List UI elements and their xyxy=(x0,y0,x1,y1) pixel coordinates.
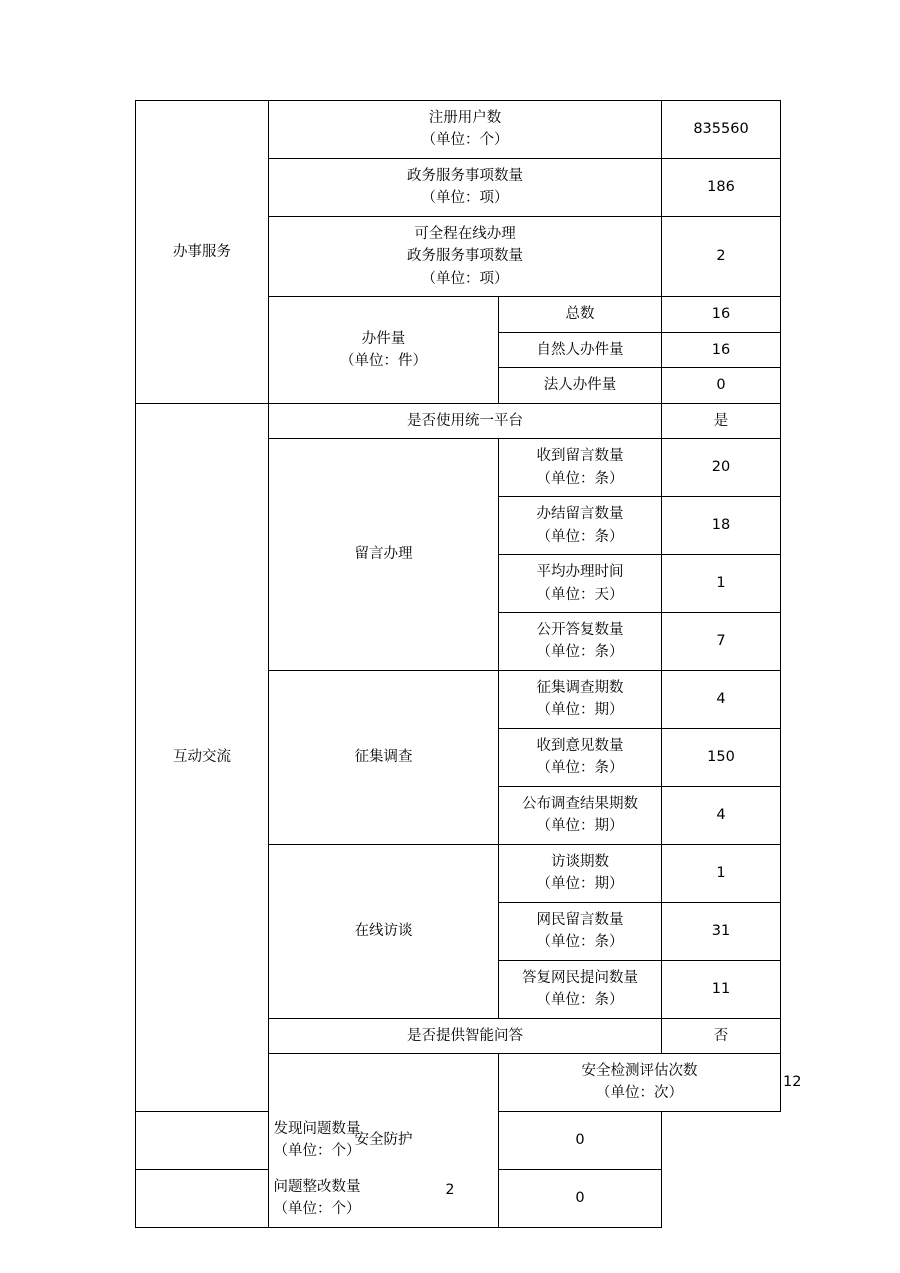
metric-sublabel-public-replies: 公开答复数量 （单位：条） xyxy=(499,612,662,670)
metric-value-opinions-received: 150 xyxy=(662,728,781,786)
metric-value-public-replies: 7 xyxy=(662,612,781,670)
metric-value-issues-found: 0 xyxy=(499,1111,662,1169)
metric-label-message-handling: 留言办理 xyxy=(269,439,499,671)
metric-value-netizen-messages: 31 xyxy=(662,902,781,960)
metric-label-registered-users: 注册用户数 （单位：个） xyxy=(269,101,662,159)
metric-label-full-online-service-items: 可全程在线办理 政务服务事项数量 （单位：项） xyxy=(269,216,662,296)
category-cell-security: 安全防护 xyxy=(269,1054,499,1228)
metric-value-messages-completed: 18 xyxy=(662,497,781,555)
table-row xyxy=(136,101,781,159)
metric-value-full-online-service-items: 2 xyxy=(662,216,781,296)
metric-value-smart-qa: 否 xyxy=(662,1018,781,1053)
metric-label-issues-found: 发现问题数量 （单位：个） xyxy=(136,1111,499,1169)
metric-label-handled-cases: 办件量 （单位：件） xyxy=(269,297,499,403)
metric-sublabel-netizen-replies: 答复网民提问数量 （单位：条） xyxy=(499,960,662,1018)
metric-sublabel-opinions-received: 收到意见数量 （单位：条） xyxy=(499,728,662,786)
table-row xyxy=(136,1111,781,1169)
table-row xyxy=(136,403,781,438)
metric-label-service-items: 政务服务事项数量 （单位：项） xyxy=(269,158,662,216)
metric-sublabel-individual-cases: 自然人办件量 xyxy=(499,332,662,367)
metric-value-average-handling-time: 1 xyxy=(662,555,781,613)
metric-sublabel-total-cases: 总数 xyxy=(499,297,662,332)
metric-sublabel-messages-completed: 办结留言数量 （单位：条） xyxy=(499,497,662,555)
government-website-statistics-table xyxy=(135,100,802,1228)
metric-value-service-items: 186 xyxy=(662,158,781,216)
metric-sublabel-published-results: 公布调查结果期数 （单位：期） xyxy=(499,786,662,844)
category-cell-interaction: 互动交流 xyxy=(136,403,269,1111)
metric-value-unified-platform: 是 xyxy=(662,403,781,438)
metric-value-netizen-replies: 11 xyxy=(662,960,781,1018)
metric-sublabel-survey-periods: 征集调查期数 （单位：期） xyxy=(499,670,662,728)
metric-label-survey-collection: 征集调查 xyxy=(269,670,499,844)
metric-value-issues-fixed: 0 xyxy=(499,1169,662,1227)
page-number: 2 xyxy=(445,1182,455,1198)
metric-value-individual-cases: 16 xyxy=(662,332,781,367)
metric-value-published-results: 4 xyxy=(662,786,781,844)
metric-value-total-cases: 16 xyxy=(662,297,781,332)
metric-label-unified-platform: 是否使用统一平台 xyxy=(269,403,662,438)
metric-label-online-interview: 在线访谈 xyxy=(269,844,499,1018)
metric-sublabel-interview-periods: 访谈期数 （单位：期） xyxy=(499,844,662,902)
metric-label-security-assessments: 安全检测评估次数 （单位：次） xyxy=(499,1054,781,1112)
metric-sublabel-average-handling-time: 平均办理时间 （单位：天） xyxy=(499,555,662,613)
table-row: 安全防护 安全检测评估次数 （单位：次） 12 xyxy=(136,1054,781,1112)
metric-label-issues-fixed: 问题整改数量 （单位：个） xyxy=(136,1169,499,1227)
metric-value-survey-periods: 4 xyxy=(662,670,781,728)
metric-value-messages-received: 20 xyxy=(662,439,781,497)
category-cell-service: 办事服务 xyxy=(136,101,269,404)
metric-value-legal-person-cases: 0 xyxy=(662,368,781,403)
metric-label-smart-qa: 是否提供智能问答 xyxy=(269,1018,662,1053)
metric-value-interview-periods: 1 xyxy=(662,844,781,902)
metric-sublabel-netizen-messages: 网民留言数量 （单位：条） xyxy=(499,902,662,960)
metric-sublabel-messages-received: 收到留言数量 （单位：条） xyxy=(499,439,662,497)
table-row xyxy=(136,1169,781,1227)
metric-sublabel-legal-person-cases: 法人办件量 xyxy=(499,368,662,403)
metric-value-registered-users: 835560 xyxy=(662,101,781,159)
